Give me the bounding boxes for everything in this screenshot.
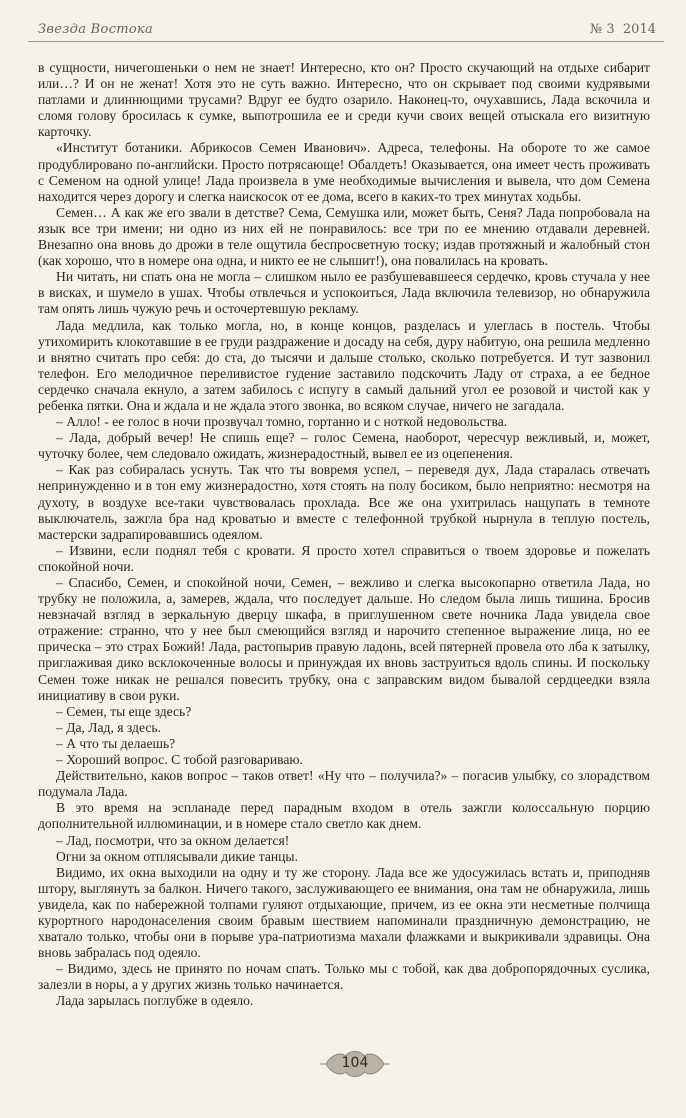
page-number-ornament	[318, 1044, 392, 1084]
paragraph: – А что ты делаешь?	[56, 735, 176, 751]
paragraph: – Видимо, здесь не принято по ночам спать. Только мы с тобой, как два добропорядочных суслика, залезли в норы, а у других жизнь только начинается.	[38, 961, 650, 993]
paragraph: – Как раз собиралась уснуть. Так что ты вовремя успел, – переведя дух, Лада старалась отвечать непринужденно и в тон ему жизнерадостно, хотя стоять на полу босиком, было неприятно: несмотря на духоту, в воздухе все-таки чувствовалась прохлада. Все же она ухитрилась нащупать в темноте выключатель, зажгла бра над кроватью и вместе с телефонной трубкой нырнула в теплую постель, мастерски задрапировавшись одеялом.	[38, 462, 650, 542]
page-number: 104	[341, 1055, 369, 1071]
journal-title: Звезда Востока	[38, 22, 154, 37]
paragraph: – Извини, если поднял тебя с кровати. Я просто хотел справиться о твоем здоровье и пожелать спокойной ночи.	[38, 542, 650, 574]
paragraph: Семен… А как же его звали в детстве? Сема, Семушка или, может быть, Сеня? Лада попробовала на язык все три имени; ни одно из них ей не понравилось: все три по ее мнению отдавали деревней. Внезапно она вновь до дрожи в теле ощутила беспросветную тоску; издав протяжный и жалобный стон (как хорошо, что в номере она одна, и никто ее не слышит!), она повалилась на кровать.	[38, 204, 650, 269]
paragraph: Действительно, каков вопрос – таков ответ! «Ну что – получила?» – погасив улыбку, со злорадством подумала Лада.	[38, 768, 650, 800]
paragraph: – Спасибо, Семен, и спокойной ночи, Семен, – вежливо и слегка высокопарно ответила Лада, но трубку не положила, а, замерев, ждала, что последует дальше. Но следом была лишь тишина. Бросив невзначай взгляд в зеркальную дверцу шкафа, в приглушенном свете ночника Лада увидела свое отражение: странно, что у нее был смеющийся взгляд и нарочито степенное выражение лица, но ее прическа – это страх Божий! Лада, растопырив правую ладонь, всей пятерней провела ото лба к затылку, приглаживая дико всклокоченные волосы и принуждая их вновь заструиться вдоль спины. И поскольку Семен тоже никак не решался повесить трубку, она с заправским видом бывалой сердцеедки взяла инициативу в свои руки.	[38, 575, 650, 703]
paragraph: – Хороший вопрос. С тобой разговариваю.	[56, 752, 303, 768]
paragraph: Видимо, их окна выходили на одну и ту же сторону. Лада все же удосужилась встать и, приподняв штору, выглянуть за балкон. Ничего такого, заслуживающего ее внимания, она там не обнаружила, лишь увидела, как по набережной толпами гуляют отдыхающие, причем, из ее окна эти несметные полчища курортного народонаселения своим бравым шествием напоминали праздничную демонстрацию, не хватало только, чтобы они в порыве ура-патриотизма махали флажками и выкрикивали здравицы. Она вновь забралась под одеяло.	[38, 864, 650, 961]
header-rule	[28, 41, 664, 42]
running-header	[0, 0, 686, 48]
paragraph: – Лад, посмотри, что за окном делается!	[56, 832, 290, 848]
paragraph: Огни за окном отплясывали дикие танцы.	[56, 848, 298, 864]
paragraph: Ни читать, ни спать она не могла – слишком ныло ее разбушевавшееся сердечко, кровь стучала у нее в висках, и шумело в ушах. Чтобы отвлечься и успокоиться, Лада включила телевизор, но обнаружила там опять лишь чужую речь и осточертевшую рекламу.	[38, 269, 650, 317]
paragraph: «Институт ботаники. Абрикосов Семен Иванович». Адреса, телефоны. На обороте то же самое продублировано по-английски. Просто потрясающе! Обалдеть! Оказывается, она имеет честь проживать с Семеном на одной улице! Лада произвела в уме необходимые вычисления и вывела, что дом Семена находится через дорогу и слегка наискосок от ее дома, всего в каких-то трех минутах ходьбы.	[38, 140, 650, 204]
issue-year: 2014	[622, 22, 656, 37]
issue-number: № 3	[589, 22, 615, 37]
paragraph: – Лада, добрый вечер! Не спишь еще? – голос Семена, наоборот, чересчур вежливый, и, может, чуточку более, чем следовало ожидать, жизнерадостный, вывел ее из оцепенения.	[38, 430, 650, 462]
paragraph: В это время на эспланаде перед парадным входом в отель зажгли колоссальную порцию дополнительной иллюминации, и в номере стало светло как днем.	[38, 800, 650, 832]
paragraph: в сущности, ничегошеньки о нем не знает! Интересно, кто он? Просто скучающий на отдыхе сибарит или…? И он не женат! Хотя это не суть важно. Интересно, что он скрывает под своими кудрявыми патлами и длиннющими трусами? Вдруг ее будто озарило. Наконец-то, очухавшись, Лада вскочила и сломя голову бросилась к сумке, выпотрошила ее и среди кучи своих вещей отыскала его визитную карточку.	[38, 60, 650, 140]
issue-info	[590, 22, 656, 37]
paragraph: – Алло! - ее голос в ночи прозвучал томно, гортанно и с ноткой недовольства.	[56, 414, 508, 430]
body-text	[38, 60, 650, 1010]
paragraph: Лада зарылась поглубже в одеяло.	[56, 993, 254, 1009]
paragraph: Лада медлила, как только могла, но, в конце концов, разделась и улеглась в постель. Чтобы утихомирить клокотавшие в ее груди раздражение и досаду на себя, дуру набитую, она решила медленно и внятно считать про себя: до ста, до тысячи и дальше столько, сколько потребуется. И тут зазвонил телефон. Его мелодичное переливистое гудение заставило подскочить Ладу от страха, а ее бедное сердечко сначала екнуло, а затем забилось с испугу в самый дальний угол ее розовой и чистой как у ребенка пятки. Она и ждала и не ждала этого звонка, во всяком случае, ничего не загадала.	[38, 317, 650, 413]
paragraph: – Семен, ты еще здесь?	[56, 703, 192, 719]
paragraph: – Да, Лад, я здесь.	[56, 719, 161, 735]
